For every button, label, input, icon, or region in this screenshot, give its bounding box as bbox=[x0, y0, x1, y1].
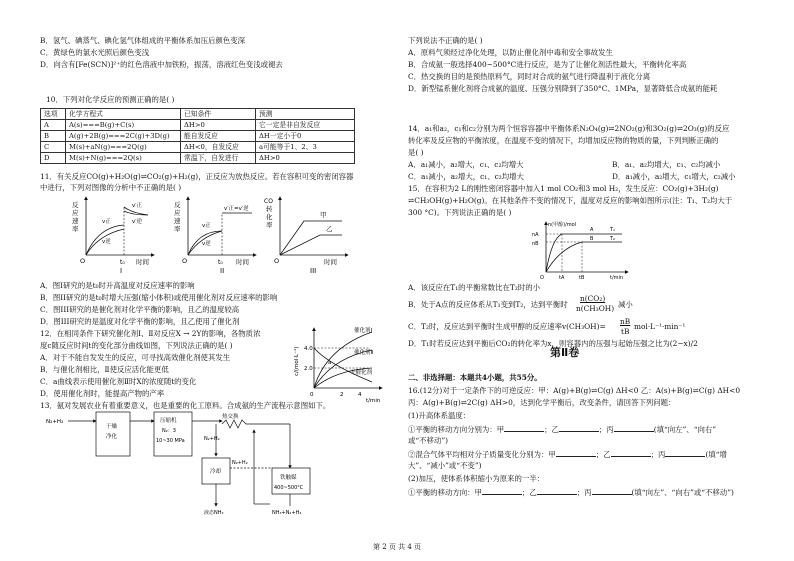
g1-vprime-reverse: v′逆 bbox=[132, 219, 143, 225]
flow-pressure: 10~30 MPa bbox=[156, 438, 185, 444]
g2-vprime-equal: v′正=v′逆 bbox=[224, 206, 249, 212]
table-cell: ΔH>0 bbox=[256, 153, 355, 164]
table-cell: B bbox=[41, 131, 66, 142]
table-row bbox=[41, 142, 355, 153]
q12-option-b: B．与催化剂相比，Ⅱ使反应活化能更低 bbox=[40, 365, 169, 374]
table-cell: M(s)+N(g)===2Q(s) bbox=[66, 153, 181, 164]
flow-purify: 净化 bbox=[106, 434, 118, 440]
flow-heat-exchange: 热交换 bbox=[222, 414, 239, 420]
q15-b-numerator: n(CO₂) bbox=[580, 294, 606, 303]
q15-origin: O bbox=[540, 275, 544, 281]
graph-2 bbox=[174, 197, 256, 275]
q9-option-d: D．向含有[Fe(SCN)]²⁺的红色溶液中加铁粉，振荡，溶液红色变浅或褪去 bbox=[40, 60, 283, 69]
table-header: 已知条件 bbox=[181, 109, 256, 120]
g2-ylabel-4: 率 bbox=[174, 225, 181, 233]
g3-label-b: 乙 bbox=[326, 225, 333, 233]
q14-stem-2: 转化率及反应物的平衡浓度，在温度不变的情况下，均增加反应物的物质的量，下列判断正确的 bbox=[408, 136, 719, 145]
table-header: 选项 bbox=[41, 109, 66, 120]
flow-output: NH₃+N₂+H₂ bbox=[272, 510, 302, 516]
q14-option-c: C．a₁减小，a₂增大，c₁、c₂均增大 bbox=[408, 172, 524, 181]
table-cell: a可能等于1、2、3 bbox=[256, 142, 355, 153]
q13-question: 下列说法不正确的是( ) bbox=[408, 36, 483, 45]
page-footer: 第 2 页 共 4 页 bbox=[372, 543, 422, 551]
g3-curve-a bbox=[280, 221, 342, 255]
q16-1-2-b: ；乙 bbox=[595, 450, 611, 459]
g2-v-forward: v正 bbox=[202, 223, 211, 229]
table-cell: C bbox=[41, 142, 66, 153]
q16-1-1-a: ①平衡的移动方向分别为：甲 bbox=[408, 425, 505, 434]
q15-c-denominator: tB bbox=[621, 327, 630, 336]
q15-stem-2: ⇌CH₃OH(g)+H₂O(g)。在其他条件不变的情况下，温度对反应的影响如图所示(注：T₁、T₂均大于 bbox=[408, 196, 733, 205]
table-cell: 它一定是非自发反应 bbox=[256, 120, 355, 131]
g2-label: II bbox=[220, 267, 225, 275]
q15-tA: tA bbox=[559, 275, 565, 281]
part2-heading: 二、非选择题：本题共4小题，共55分。 bbox=[408, 373, 542, 382]
g1-vprime-forward: v′正 bbox=[132, 203, 143, 209]
answer-blank[interactable] bbox=[504, 424, 544, 432]
q12-option-a: A．对于不能自发发生的反应，可寻找高效催化剂使其发生 bbox=[40, 353, 231, 362]
q15-b-denominator: n(CH₃OH) bbox=[576, 304, 615, 313]
table-header: 化学方程式 bbox=[66, 109, 181, 120]
table-cell: A bbox=[41, 120, 66, 131]
q13-option-d: D．新型锰系催化剂将合成氨的温度、压强分别降到了350°C、1MPa，显著降低合成氨的能耗 bbox=[408, 84, 718, 93]
q16-1-2-d: (填“增 bbox=[705, 450, 727, 459]
g1-v-reverse: v逆 bbox=[102, 239, 111, 245]
q12-x2: 2 bbox=[340, 392, 344, 398]
answer-blank[interactable] bbox=[611, 449, 651, 457]
q10-table bbox=[40, 108, 355, 164]
answer-blank[interactable] bbox=[592, 487, 632, 495]
g2-xlabel: 时间 bbox=[236, 258, 249, 266]
g1-xlabel: 时间 bbox=[136, 258, 149, 266]
q15-option-d: D．T₁时若反应达到平衡后CO₂的转化率为x，则容器内的压强与起始压强之比为(2−x)/2 bbox=[408, 339, 698, 348]
q15-c-units: mol·L⁻¹·min⁻¹ bbox=[634, 322, 686, 331]
q16-stem-2: 丙：A(g)+B(g)⇌2C(g) ΔH>0，达到化学平衡后，改变条件，请回答下列问题： bbox=[408, 398, 676, 407]
g3-origin: O bbox=[274, 257, 280, 265]
q16-2-1-b: ；乙 bbox=[521, 488, 537, 497]
answer-blank[interactable] bbox=[614, 424, 654, 432]
table-cell: 常温下，自发进行 bbox=[181, 153, 256, 164]
q16-1-1-e: 或“不移动”) bbox=[408, 436, 449, 445]
q9-option-b: B．氢气、碘蒸气、碘化氢气体组成的平衡体系加压后颜色变深 bbox=[40, 36, 245, 45]
q11-option-d: D．图III研究的是温度对化学平衡的影响，且乙使用了催化剂 bbox=[40, 317, 240, 326]
flow-temp: 400~500°C bbox=[274, 485, 304, 491]
q16-1-2-c: ；丙 bbox=[650, 450, 666, 459]
q13-option-b: B．合成氨一般选择400~500°C进行反应，是为了让催化剂活性最大，平衡转化率高 bbox=[408, 60, 687, 69]
q16-1-2 bbox=[408, 449, 727, 459]
q15-c-numerator: nB bbox=[620, 317, 631, 326]
g1-t0: t₀ bbox=[120, 259, 125, 266]
q11-option-c: C．图III研究的是催化剂对化学平衡的影响，且乙的温度较高 bbox=[40, 305, 240, 314]
flow-ratio: N₂：3 bbox=[162, 428, 176, 434]
graph-3 bbox=[264, 197, 348, 275]
q15-graph bbox=[530, 218, 634, 282]
table-row bbox=[41, 131, 355, 142]
q16-1-2-a: ②混合气体平均相对分子质量变化分别为：甲 bbox=[408, 450, 556, 459]
g3-label-a: 甲 bbox=[320, 211, 327, 219]
q14-option-d: D．a₁减小，a₂增大，c₁增大，c₂减小 bbox=[612, 172, 736, 181]
part2-title: 第Ⅱ卷 bbox=[550, 346, 580, 359]
q11-stem-2: 中进行，下列对图像的分析中不正确的是( ) bbox=[40, 183, 182, 192]
q16-1-2-e: 大”、“减小”或“不变”) bbox=[408, 461, 482, 470]
g3-xlabel: 时间 bbox=[324, 258, 337, 266]
flow-dry: 干燥 bbox=[106, 424, 118, 430]
g1-v-forward: v正 bbox=[102, 219, 111, 225]
q12-label-cat2: 催化剂Ⅱ bbox=[354, 350, 374, 356]
answer-blank[interactable] bbox=[482, 487, 522, 495]
flow-cool: 冷却 bbox=[210, 469, 222, 475]
table-cell: ΔH>0 bbox=[181, 120, 256, 131]
table-header-row bbox=[41, 109, 355, 120]
graph-1 bbox=[72, 197, 154, 275]
q12-y4: 4.0 bbox=[304, 346, 313, 352]
g1-label: I bbox=[120, 267, 123, 275]
q16-stem-1: 16.(12分)对于一定条件下的可逆反应：甲：A(g)+B(g)⇌C(g) ΔH<0 乙：A(s)+B(g)⇌C(g) ΔH<0 bbox=[408, 386, 741, 395]
q16-1-1-c: ；丙 bbox=[598, 425, 614, 434]
g2-ylabel-1: 反 bbox=[174, 201, 181, 209]
q11-option-a: A．图I研究的是t₀时升高温度对反应速率的影响 bbox=[40, 281, 195, 290]
g1-ylabel-4: 率 bbox=[72, 225, 79, 233]
q13-option-a: A．原料气须经过净化处理，以防止催化剂中毒和安全事故发生 bbox=[408, 48, 613, 57]
q12-option-d: D．使用催化剂时，能提高产物的产率 bbox=[40, 389, 165, 398]
table-header: 预测 bbox=[256, 109, 355, 120]
q15-stem-3: 300 °C)。下列说法正确的是( ) bbox=[408, 208, 512, 217]
flow-recycle-gas: N₂+H₂ bbox=[232, 460, 248, 466]
q15-option-c: C．T₂时，反应达到平衡时生成甲醇的反应速率v(CH₃OH)= bbox=[408, 322, 606, 331]
q9-option-c: C．黄绿色的氯水光照后颜色变浅 bbox=[40, 48, 150, 57]
answer-blank[interactable] bbox=[537, 487, 577, 495]
q15-xlabel: t/min bbox=[610, 275, 624, 281]
g3-ylabel-3: 化 bbox=[266, 213, 273, 221]
g1-ylabel-1: 反 bbox=[72, 201, 79, 209]
table-cell: A(s)===B(g)+C(s) bbox=[66, 120, 181, 131]
q14-stem-3: 是( ) bbox=[408, 148, 424, 157]
q13-flow-diagram bbox=[44, 410, 344, 522]
g2-v-reverse: v逆 bbox=[202, 241, 211, 247]
q12-stem-2: 度c随反应时间t的变化部分曲线如图，下列说法正确的是( ) bbox=[40, 341, 233, 350]
q15-b-tail: 减小 bbox=[618, 300, 633, 309]
q16-section-2: (2)加压，使体系体积缩小为原来的一半： bbox=[408, 474, 545, 483]
q16-2-1-a: ①平衡的移动方向：甲 bbox=[408, 488, 482, 497]
table-cell: ΔH一定小于0 bbox=[256, 131, 355, 142]
g3-label: III bbox=[310, 267, 317, 275]
q12-label-nocat: 无催化剂 bbox=[350, 370, 373, 376]
table-cell: M(s)+aN(g)===2Q(g) bbox=[66, 142, 181, 153]
q15-T2: T₂ bbox=[610, 236, 616, 242]
flow-hx-coil bbox=[222, 420, 246, 428]
q16-2-1 bbox=[408, 487, 734, 497]
q12-y2: 2.0 bbox=[304, 366, 313, 372]
q16-2-1-c: ；丙 bbox=[576, 488, 592, 497]
q11-option-b: B．图II研究的是t₀时增大压强(缩小体积)或使用催化剂对反应速率的影响 bbox=[40, 293, 278, 302]
q15-T1: T₁ bbox=[610, 227, 616, 233]
q12-x4: 4 bbox=[358, 392, 362, 398]
flow-liquid-nh3: 液态NH₃ bbox=[204, 510, 224, 516]
q16-1-1-d: (填“向左”、“向右” bbox=[653, 425, 717, 434]
q12-label-a: a bbox=[328, 360, 332, 366]
q15-nA: nA bbox=[532, 232, 539, 238]
q16-2-1-d: (填“向左”、“向右”或“不移动”) bbox=[631, 488, 734, 497]
g2-ylabel-3: 速 bbox=[174, 217, 181, 225]
q15-curve-t1 bbox=[546, 242, 622, 272]
q12-label-cat1: 催化剂Ⅰ bbox=[354, 328, 373, 334]
q10-stem: 10．下列对化学反应的预测正确的是( ) bbox=[46, 95, 175, 104]
flow-recycle-label: N₂+H₂ bbox=[204, 436, 220, 442]
g3-ylabel-1: CO bbox=[264, 198, 273, 205]
q13-option-c: C．热交换的目的是预热原料气，同时对合成的氨气进行降温利于液化分离 bbox=[408, 72, 651, 81]
g3-curve-b bbox=[280, 235, 342, 255]
q14-stem-1: 14．a₁和a₂，c₁和c₂分别为两个恒容容器中平衡体系N₂O₄(g)⇌2NO₂(g)和3O₂(g)⇌2O₃(g)的反应 bbox=[408, 124, 730, 133]
q15-option-b: B．处于A点的反应体系从T₁变到T₂，达到平衡时 bbox=[408, 300, 568, 309]
g1-ylabel-2: 应 bbox=[72, 209, 79, 217]
q15-option-a: A．该反应在T₁的平衡常数比在T₂时的小 bbox=[408, 283, 540, 292]
q12-ylabel: c/(mol·L⁻¹) bbox=[294, 346, 300, 376]
table-cell: D bbox=[41, 153, 66, 164]
q15-tB: tB bbox=[579, 275, 585, 281]
table-cell: 能自发反应 bbox=[181, 131, 256, 142]
table-row bbox=[41, 153, 355, 164]
q12-origin: 0 bbox=[310, 392, 314, 398]
answer-blank[interactable] bbox=[665, 449, 705, 457]
q12-graph bbox=[292, 324, 390, 404]
q14-option-b: B．a₁、a₂均增大，c₁、c₂均减小 bbox=[612, 160, 721, 169]
g2-origin: O bbox=[182, 257, 188, 265]
q16-1-1-b: ；乙 bbox=[544, 425, 559, 434]
g2-ylabel-2: 应 bbox=[174, 209, 181, 217]
q12-option-c: C．a曲线表示使用催化剂Ⅱ时X的浓度随t的变化 bbox=[40, 377, 197, 386]
q11-graphs bbox=[58, 193, 358, 275]
answer-blank[interactable] bbox=[559, 424, 599, 432]
table-row bbox=[41, 120, 355, 131]
g1-ylabel-3: 速 bbox=[72, 217, 79, 225]
g3-ylabel-2: 转 bbox=[266, 205, 273, 213]
q15-nB: nB bbox=[532, 241, 539, 247]
flow-input: N₂+H₂ bbox=[46, 419, 64, 425]
table-cell: ΔH<0，自发反应 bbox=[181, 142, 256, 153]
q13-stem: 13．氨对发展农业有着重要意义，也是重要的化工原料。合成氨的生产流程示意图如下。 bbox=[40, 401, 331, 410]
q15-ylabel: n(甲醇)/mol bbox=[548, 222, 577, 228]
q16-section-1: (1)升高体系温度： bbox=[408, 411, 471, 420]
q15-point-A: A bbox=[590, 227, 594, 233]
q16-1-1 bbox=[408, 424, 716, 434]
g1-origin: O bbox=[80, 257, 86, 265]
g3-ylabel-4: 率 bbox=[266, 221, 273, 229]
q12-stem-1: 12．在相同条件下研究催化剂Ⅰ、Ⅱ对反应X → 2Y的影响，各物质浓 bbox=[40, 329, 261, 338]
answer-blank[interactable] bbox=[556, 449, 596, 457]
q12-xlabel: t/min bbox=[366, 398, 381, 404]
q14-option-a: A．a₁减小，a₂增大，c₁、c₂均增大 bbox=[408, 160, 524, 169]
q11-stem-1: 11．有关反应CO(g)+H₂O(g)⇌CO₂(g)+H₂(g)，正反应为放热反应。若在容积可变的密闭容器 bbox=[40, 172, 354, 181]
flow-compressor: 压缩机 bbox=[160, 418, 177, 424]
g2-t0: t₀ bbox=[218, 259, 223, 266]
flow-catalyst: 铁触媒 bbox=[280, 475, 297, 481]
table-cell: A(g)+2B(g)===2C(g)+3D(g) bbox=[66, 131, 181, 142]
q15-stem-1: 15．在容积为2 L的刚性密闭容器中加入1 mol CO₂和3 mol H₂，发生反应：CO₂(g)+3H₂(g) bbox=[408, 184, 719, 193]
q15-point-B: B bbox=[590, 236, 594, 242]
